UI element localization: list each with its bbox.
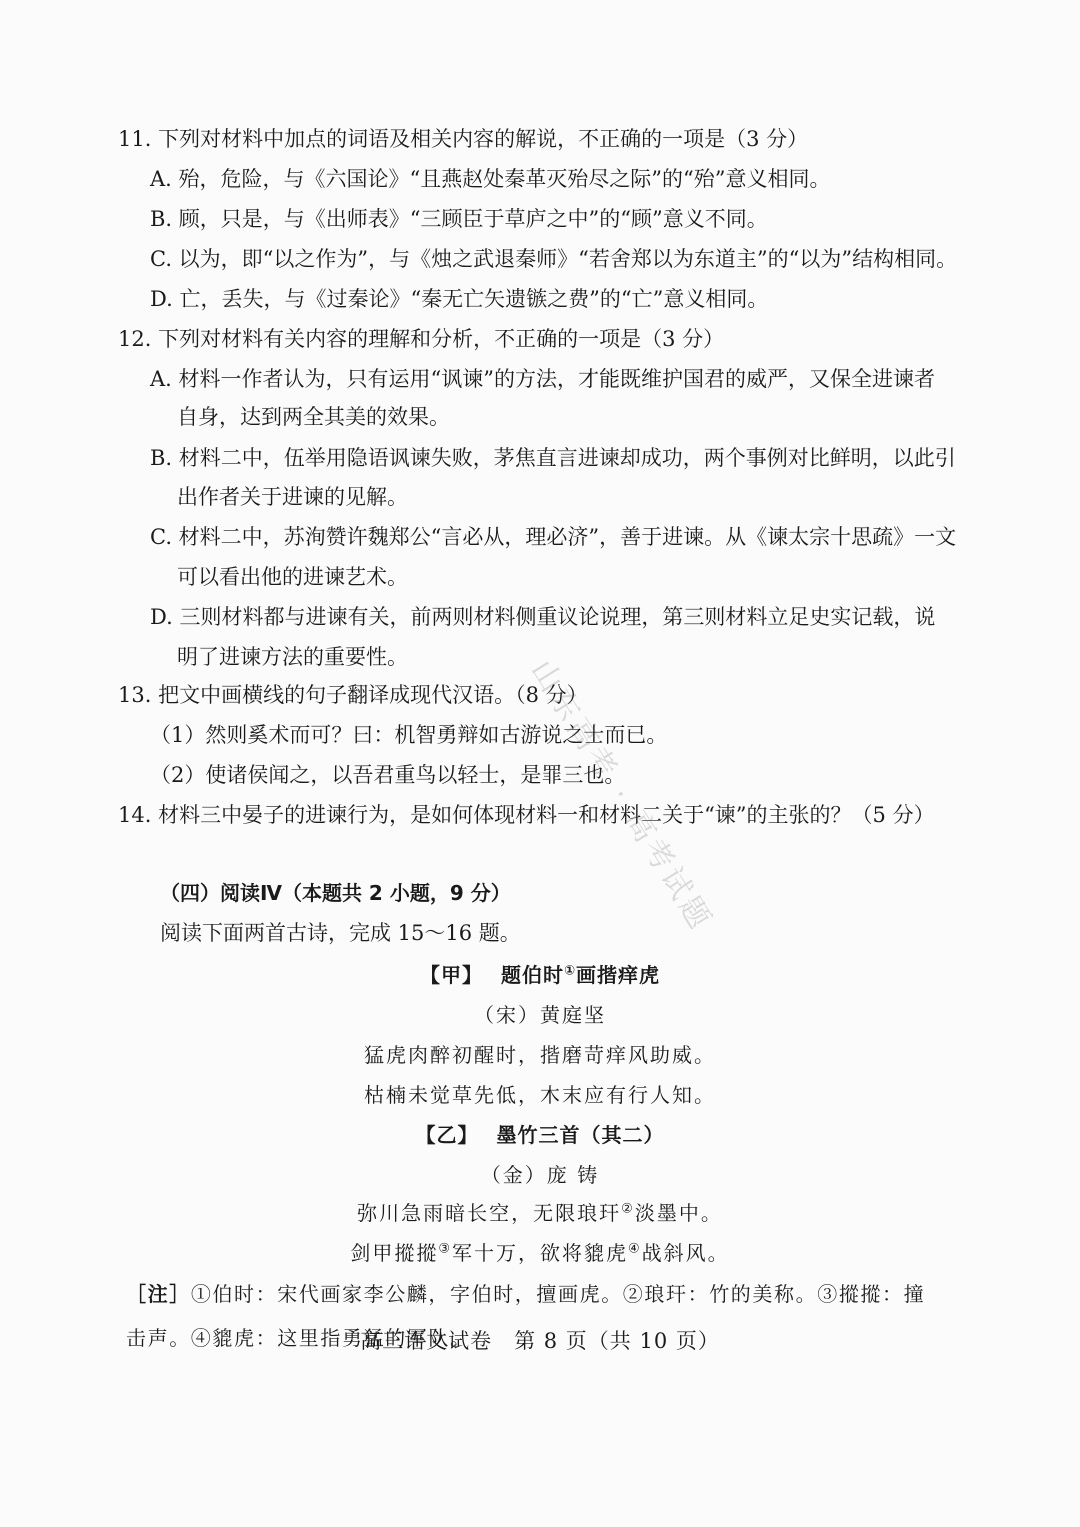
- poem-b-label: 【乙】: [415, 1123, 479, 1147]
- question-12-option-b: B. 材料二中，伍举用隐语讽谏失败，茅焦直言进谏却成功，两个事例对比鲜明，以此引: [150, 446, 956, 470]
- question-12-option-a: A. 材料一作者认为，只有运用“讽谏”的方法，才能既维护国君的威严，又保全进谏者: [150, 367, 935, 391]
- poem-b-line-2-part-1: 剑甲摐摐: [350, 1241, 439, 1265]
- poem-b-line-1-part-2: 淡墨中。: [634, 1201, 723, 1225]
- notes-label: ［注］: [126, 1282, 191, 1306]
- poem-b-author: （金）庞 铸: [480, 1163, 600, 1187]
- poem-b-title-text: 墨竹三首（其二）: [496, 1123, 665, 1147]
- poem-b-footnote-mark-3: ③: [438, 1241, 452, 1257]
- watermark: 山东高考 · 高考试题: [523, 654, 719, 938]
- question-11-option-a: A. 殆，危险，与《六国论》“且燕赵处秦革灭殆尽之际”的“殆”意义相同。: [150, 167, 831, 191]
- question-11-stem: 11. 下列对材料中加点的词语及相关内容的解说，不正确的一项是（3 分）: [118, 127, 809, 151]
- poem-b-line-2: [0, 1238, 1080, 1268]
- question-13-stem: 13. 把文中画横线的句子翻译成现代汉语。（8 分）: [118, 683, 588, 707]
- question-12-option-a-cont: 自身，达到两全其美的效果。: [177, 405, 450, 429]
- poem-b-footnote-mark-2: ②: [621, 1201, 635, 1217]
- question-14-stem: 14. 材料三中晏子的进谏行为，是如何体现材料一和材料二关于“谏”的主张的？（5 分）: [118, 803, 935, 827]
- section-4-instruction: 阅读下面两首古诗，完成 15～16 题。: [160, 921, 521, 945]
- question-12-option-c: C. 材料二中，苏洵赞许魏郑公“言必从，理必济”，善于进谏。从《谏太宗十思疏》一文: [150, 525, 957, 549]
- poem-a-label: 【甲】: [419, 963, 483, 987]
- poem-b-line-2-part-3: 战斜风。: [641, 1241, 730, 1265]
- page-footer: 高三语文试卷 第 8 页（共 10 页）: [360, 1329, 720, 1353]
- poem-a-line-1: 猛虎肉醉初醒时，揩磨苛痒风助威。: [364, 1043, 716, 1067]
- question-12-option-b-cont: 出作者关于进谏的见解。: [177, 485, 408, 509]
- question-12-option-d-cont: 明了进谏方法的重要性。: [177, 645, 408, 669]
- question-11-option-c: C. 以为，即“以之作为”，与《烛之武退秦师》“若舍郑以为东道主”的“以为”结构相同。: [150, 247, 958, 271]
- section-4-heading: （四）阅读Ⅳ（本题共 2 小题，9 分）: [160, 881, 511, 905]
- poem-b-line-1-part-1: 弥川急雨暗长空，无限琅玕: [357, 1201, 622, 1225]
- poem-b-line-1: [0, 1198, 1080, 1228]
- poem-a-footnote-mark: ①: [563, 963, 576, 979]
- question-13-sentence-1: （1）然则奚术而可？曰：机智勇辩如古游说之士而已。: [150, 723, 668, 747]
- poem-a-title: [0, 960, 1080, 990]
- question-11-option-b: B. 顾，只是，与《出师表》“三顾臣于草庐之中”的“顾”意义不同。: [150, 207, 768, 231]
- poem-a-line-2: 枯楠未觉草先低，木末应有行人知。: [364, 1083, 716, 1107]
- poem-a-title-start: 题伯时: [500, 963, 564, 987]
- question-12-option-d: D. 三则材料都与进谏有关，前两则材料侧重议论说理，第三则材料立足史实记载，说: [150, 605, 936, 629]
- poem-a-title-end: 画揩痒虎: [576, 963, 660, 987]
- question-11-option-d: D. 亡，丢失，与《过秦论》“秦无亡矢遗镞之费”的“亡”意义相同。: [150, 287, 769, 311]
- poem-b-title: [0, 1120, 1080, 1150]
- question-12-stem: 12. 下列对材料有关内容的理解和分析，不正确的一项是（3 分）: [118, 327, 725, 351]
- poem-b-footnote-mark-4: ④: [628, 1241, 642, 1257]
- poem-b-line-2-part-2: 军十万，欲将貔虎: [452, 1241, 628, 1265]
- poem-a-author: （宋）黄庭坚: [474, 1003, 606, 1027]
- notes-text: ①伯时：宋代画家李公麟，字伯时，擅画虎。②琅玕：竹的美称。③摐摐：撞击声。④貔虎：这里指勇猛的军队。: [126, 1282, 926, 1350]
- question-13-sentence-2: （2）使诸侯闻之，以吾君重鸟以轻士，是罪三也。: [150, 763, 626, 787]
- question-12-option-c-cont: 可以看出他的进谏艺术。: [177, 565, 408, 589]
